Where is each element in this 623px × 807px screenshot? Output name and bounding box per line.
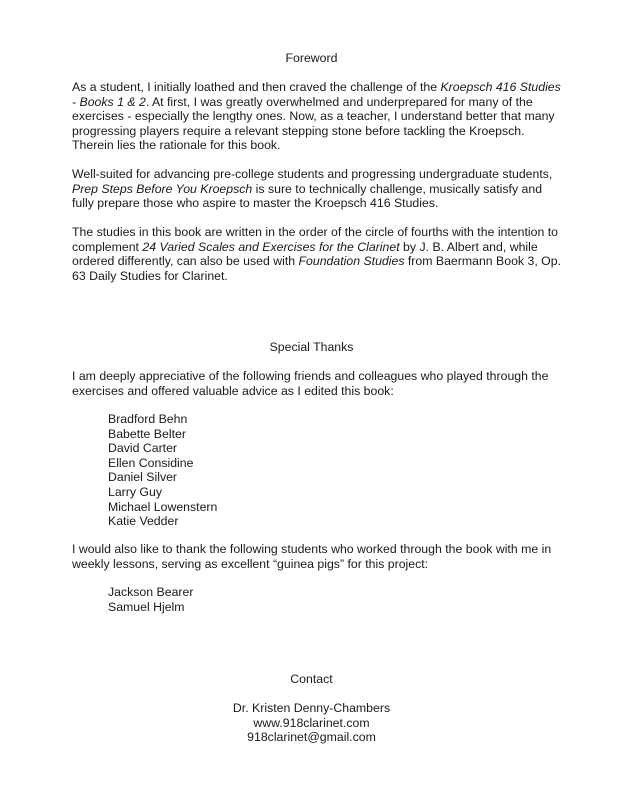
special-thanks-heading: Special Thanks — [269, 340, 354, 354]
student-name: Jackson Bearer — [108, 585, 194, 599]
students-intro: I would also like to thank the following students who worked through the book with me in weekly lessons, serving as excellent “guinea pigs” for this project: — [72, 542, 552, 571]
contact-heading: Contact — [290, 672, 333, 686]
foreword-p2-text-c: is sure to technically challenge, musically satisfy and fully prepare those who aspire to master the Kroepsch 416 Studies. — [72, 181, 543, 211]
colleague-name: Larry Guy — [108, 484, 162, 499]
colleague-name: Michael Lowenstern — [108, 499, 218, 514]
albert-scales-title: 24 Varied Scales and Exercises for the Clarinet — [142, 239, 400, 254]
foreword-paragraph-2 — [72, 167, 562, 211]
colleague-name: Babette Belter — [108, 426, 186, 441]
foreword-p1-text-c: . At first, I was greatly overwhelmed and underprepared for many of the exercises - especially the lengthy ones. Now, as a teacher, I understand better that many progressing players require a relevant stepping stone before tackling the Kroepsch. Therein lies the rationale for this book. — [72, 94, 555, 153]
foundation-studies-title: Foundation Studies — [298, 254, 405, 269]
contact-block — [0, 701, 623, 745]
colleague-name: Bradford Behn — [108, 412, 188, 426]
foreword-p3-text-e: from Baermann Book 3, Op. 63 Daily Studies for Clarinet. — [72, 254, 561, 283]
foreword-p2-text-a: Well-suited for advancing pre-college students and progressing undergraduate students, — [72, 167, 553, 181]
colleague-name: Ellen Considine — [108, 455, 194, 470]
colleagues-list — [108, 412, 217, 529]
student-name: Samuel Hjelm — [108, 599, 185, 614]
colleague-name: Katie Vedder — [108, 514, 179, 529]
foreword-p3-text-a: The studies in this book are written in the order of the circle of fourths with the intention to complement — [72, 225, 558, 254]
foreword-p3-text-c: by J. B. Albert and, while ordered differently, can also be used with — [72, 239, 538, 269]
contact-website: www.918clarinet.com — [253, 715, 370, 730]
foreword-paragraph-1 — [72, 80, 562, 153]
colleague-name: David Carter — [108, 441, 178, 456]
colleague-name: Daniel Silver — [108, 470, 178, 485]
foreword-paragraph-3 — [72, 225, 562, 283]
thanks-intro: I am deeply appreciative of the following friends and colleagues who played through the exercises and offered valuable advice as I edited this book: — [72, 369, 549, 398]
contact-name: Dr. Kristen Denny-Chambers — [232, 701, 391, 715]
prep-steps-book-title: Prep Steps Before You Kroepsch — [72, 181, 253, 196]
foreword-p1-text-a: As a student, I initially loathed and then craved the challenge of the — [72, 80, 441, 94]
foreword-heading: Foreword — [285, 51, 338, 65]
contact-email: 918clarinet@gmail.com — [247, 730, 376, 745]
students-list — [108, 585, 193, 614]
kroepsch-studies-title: Kroepsch 416 Studies - Books 1 & 2 — [72, 80, 561, 109]
